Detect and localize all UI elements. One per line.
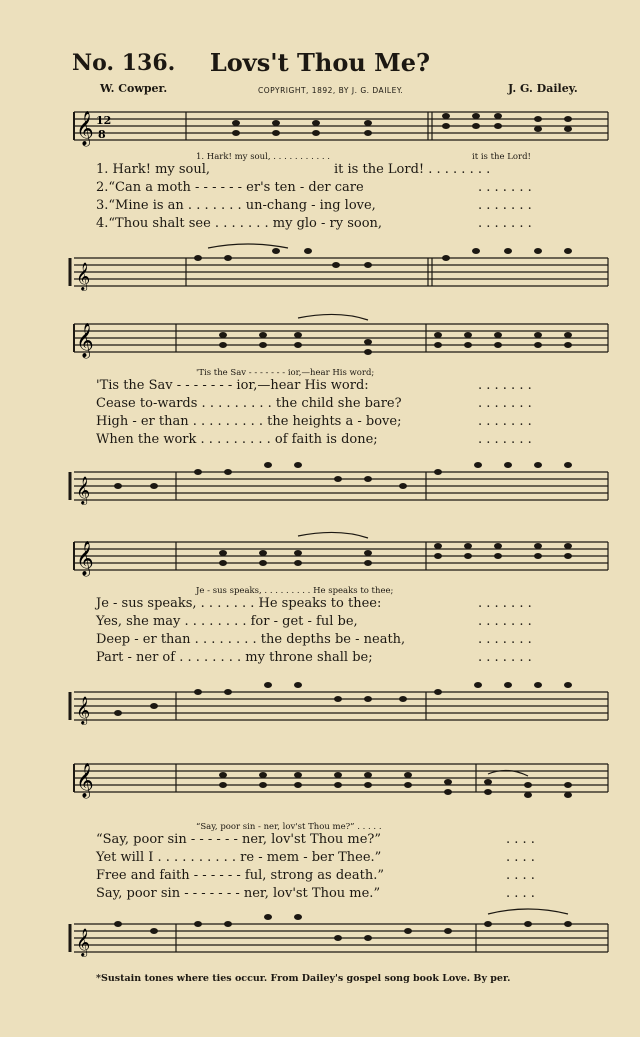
treble-staff-3: [68, 530, 608, 590]
treble-clef-icon: 𝄞: [76, 928, 91, 956]
author-credit: W. Cowper.: [100, 82, 168, 95]
treble-clef-icon: 𝄞: [76, 696, 91, 724]
hymn-page: No. 136. Lovs't Thou Me? W. Cowper. COPYRIGHT, 1892, BY J. G. DAILEY. J. G. Dailey. 𝄞 12 8 1. Hark! my soul, . . . . . . . . . . . it is the Lord! 1. Hark! my soul, it is the Lord! . . . . . . . . 2.“Can a moth - - - - - - er's ten - der care . . . . . . . 3.“Mine is an . . . . . . . un-chang - ing love, . . . . . . . 4.“Thou shalt see . . . . . . . my glo - ry soon, . . . . . . . 𝄞 𝄞 'Tis the Sav - - - - - - - ior,—hear His word; 'Tis the Sav - - - - - - - ior,—hear His word: . . . . . . . Cease to-wards . . . . . . . . . the child she bare? . . . . . . . High - er than . . . . . . . . . the heights a - bove; . . . . . . . When the work . . . . . . . . . of faith is done; . . . . . . . 𝄞 𝄞 Je - sus speaks, . . . . . . . . . He speaks to thee; Je - sus speaks, . . . . . . . He speaks to thee: . . . . . . . Yes, she may . . . . . . . . for - get - ful be, . . . . . . . Deep - er than . . . . . . . . the depths be - neath, . . . . . . . Part - ner of . . . . . . . . my throne shall be; . . . . . . . 𝄞 𝄞 “Say, poor sin - ner, lov'st Thou me?” . . . . . “Say, poor sin - - - - - - ner, lov'st Thou me?” . . . . Yet will I . . . . . . . . . . re - mem - ber Thee.” . . . . Free and faith - - - - - - ful, strong as death.” . . . . Say, poor sin - - - - - - - ner, lov'st Thou me.” . . . . 𝄞 *Sustain tones where ties occur. From Dailey's gospel song book Love. By per.: [0, 0, 640, 1037]
treble-staff-2: [68, 312, 608, 372]
footnote: *Sustain tones where ties occur. From Dailey's gospel song book Love. By per.: [96, 973, 511, 984]
copyright-notice: COPYRIGHT, 1892, BY J. G. DAILEY.: [258, 86, 404, 95]
svg-text:12: 12: [96, 114, 112, 127]
hymn-number: No. 136.: [72, 50, 176, 76]
treble-staff-1: [68, 100, 608, 160]
treble-clef-icon: 𝄞: [76, 262, 91, 290]
hymn-title: Lovs't Thou Me?: [209, 48, 431, 77]
bass-staff-2: [68, 452, 608, 522]
treble-clef-icon: 𝄞: [76, 476, 91, 504]
treble-clef-icon: 𝄞: [76, 541, 94, 576]
svg-text:8: 8: [98, 128, 106, 141]
bass-staff-3: [68, 672, 608, 742]
composer-credit: J. G. Dailey.: [508, 82, 578, 95]
treble-clef-icon: 𝄞: [76, 763, 94, 798]
treble-clef-icon: 𝄞: [76, 323, 94, 358]
treble-staff-4: [68, 752, 608, 812]
bass-staff-1: [68, 238, 608, 308]
bass-staff-4: [68, 900, 608, 970]
treble-clef-icon: 𝄞: [76, 111, 94, 146]
